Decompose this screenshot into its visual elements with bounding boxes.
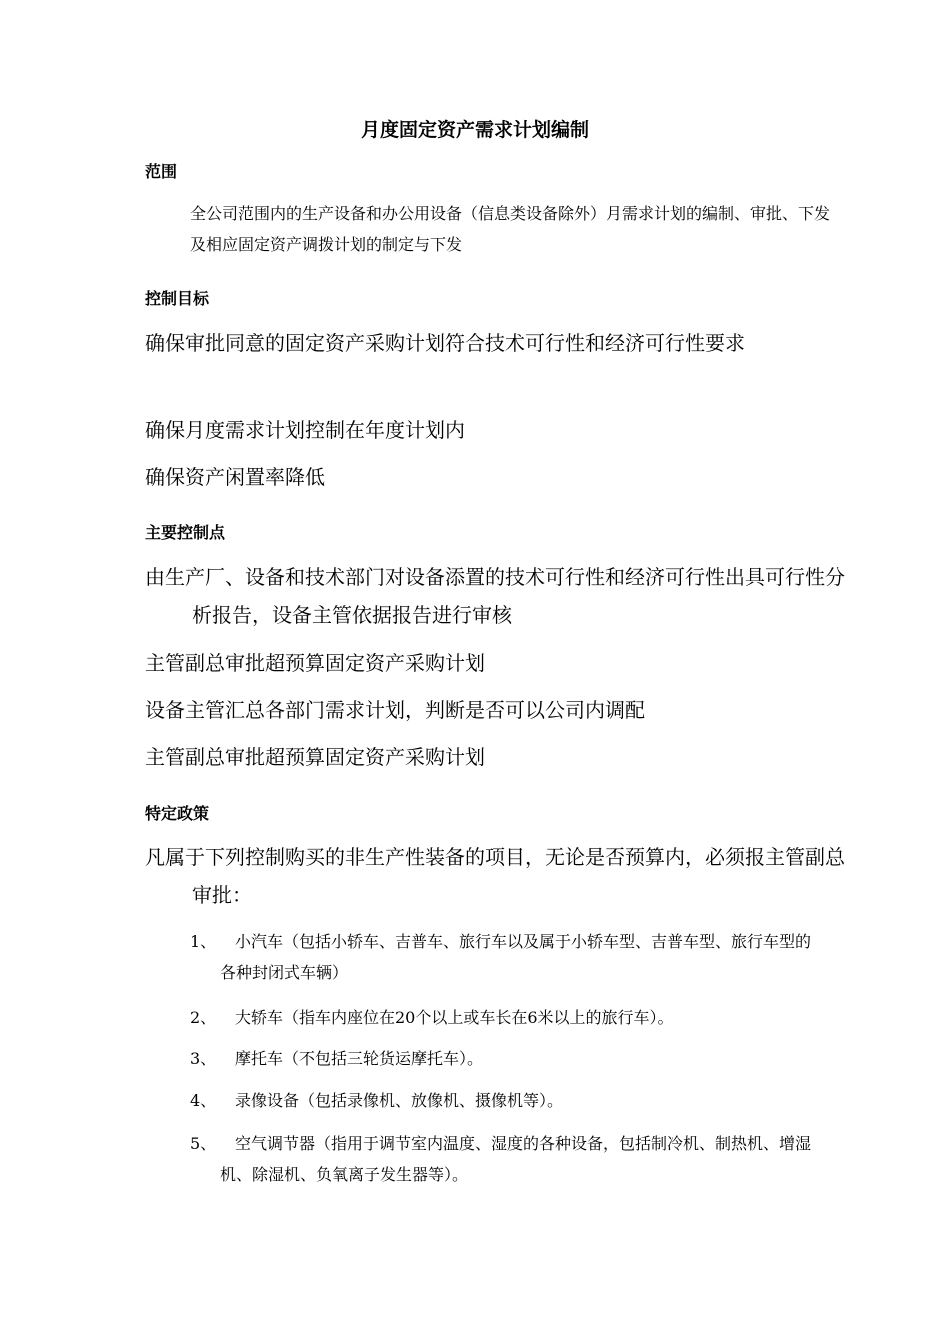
- control-point-item: 主管副总审批超预算固定资产采购计划: [145, 651, 485, 675]
- list-item-text: 录像设备（包括录像机、放像机、摄像机等）。: [235, 1091, 564, 1110]
- section-heading-scope: 范围: [145, 162, 178, 181]
- list-item-number: 1、: [190, 932, 217, 951]
- objective-item: 确保审批同意的固定资产采购计划符合技术可行性和经济可行性要求: [145, 331, 745, 355]
- policy-list-item: [190, 1085, 820, 1116]
- section-heading-policy: 特定政策: [145, 804, 210, 823]
- section-heading-control-points: 主要控制点: [145, 523, 226, 542]
- policy-list-item: [190, 1128, 820, 1190]
- objective-item: 确保月度需求计划控制在年度计划内: [145, 418, 465, 442]
- scope-paragraph: 全公司范围内的生产设备和办公用设备（信息类设备除外）月需求计划的编制、审批、下发及相应固定资产调拨计划的制定与下发: [190, 204, 831, 254]
- section-heading-objectives: 控制目标: [145, 289, 210, 308]
- policy-list-item: [190, 1043, 820, 1074]
- list-item-number: 5、: [190, 1134, 217, 1153]
- list-item-text: 空气调节器（指用于调节室内温度、湿度的各种设备，包括制冷机、制热机、增湿机、除湿机、负氧离子发生器等）。: [220, 1134, 812, 1184]
- list-item-number: 3、: [190, 1049, 217, 1068]
- policy-intro: 凡属于下列控制购买的非生产性装备的项目，无论是否预算内，必须报主管副总审批：: [145, 845, 845, 907]
- policy-list-item: [190, 1002, 820, 1033]
- control-point-item: 设备主管汇总各部门需求计划，判断是否可以公司内调配: [145, 698, 645, 722]
- policy-list-item: [190, 926, 820, 988]
- list-item-number: 2、: [190, 1008, 217, 1027]
- control-point-item: 主管副总审批超预算固定资产采购计划: [145, 745, 485, 769]
- control-point-item: 由生产厂、设备和技术部门对设备添置的技术可行性和经济可行性出具可行性分析报告，设备主管依据报告进行审核: [145, 565, 845, 627]
- list-item-number: 4、: [190, 1091, 217, 1110]
- objective-item: 确保资产闲置率降低: [145, 465, 325, 489]
- list-item-text: 摩托车（不包括三轮货运摩托车）。: [235, 1049, 484, 1068]
- document-title: 月度固定资产需求计划编制: [360, 119, 589, 141]
- list-item-text: 小汽车（包括小轿车、吉普车、旅行车以及属于小轿车型、吉普车型、旅行车型的各种封闭式车辆）: [220, 932, 812, 982]
- list-item-text: 大轿车（指车内座位在20个以上或车长在6米以上的旅行车）。: [235, 1008, 674, 1027]
